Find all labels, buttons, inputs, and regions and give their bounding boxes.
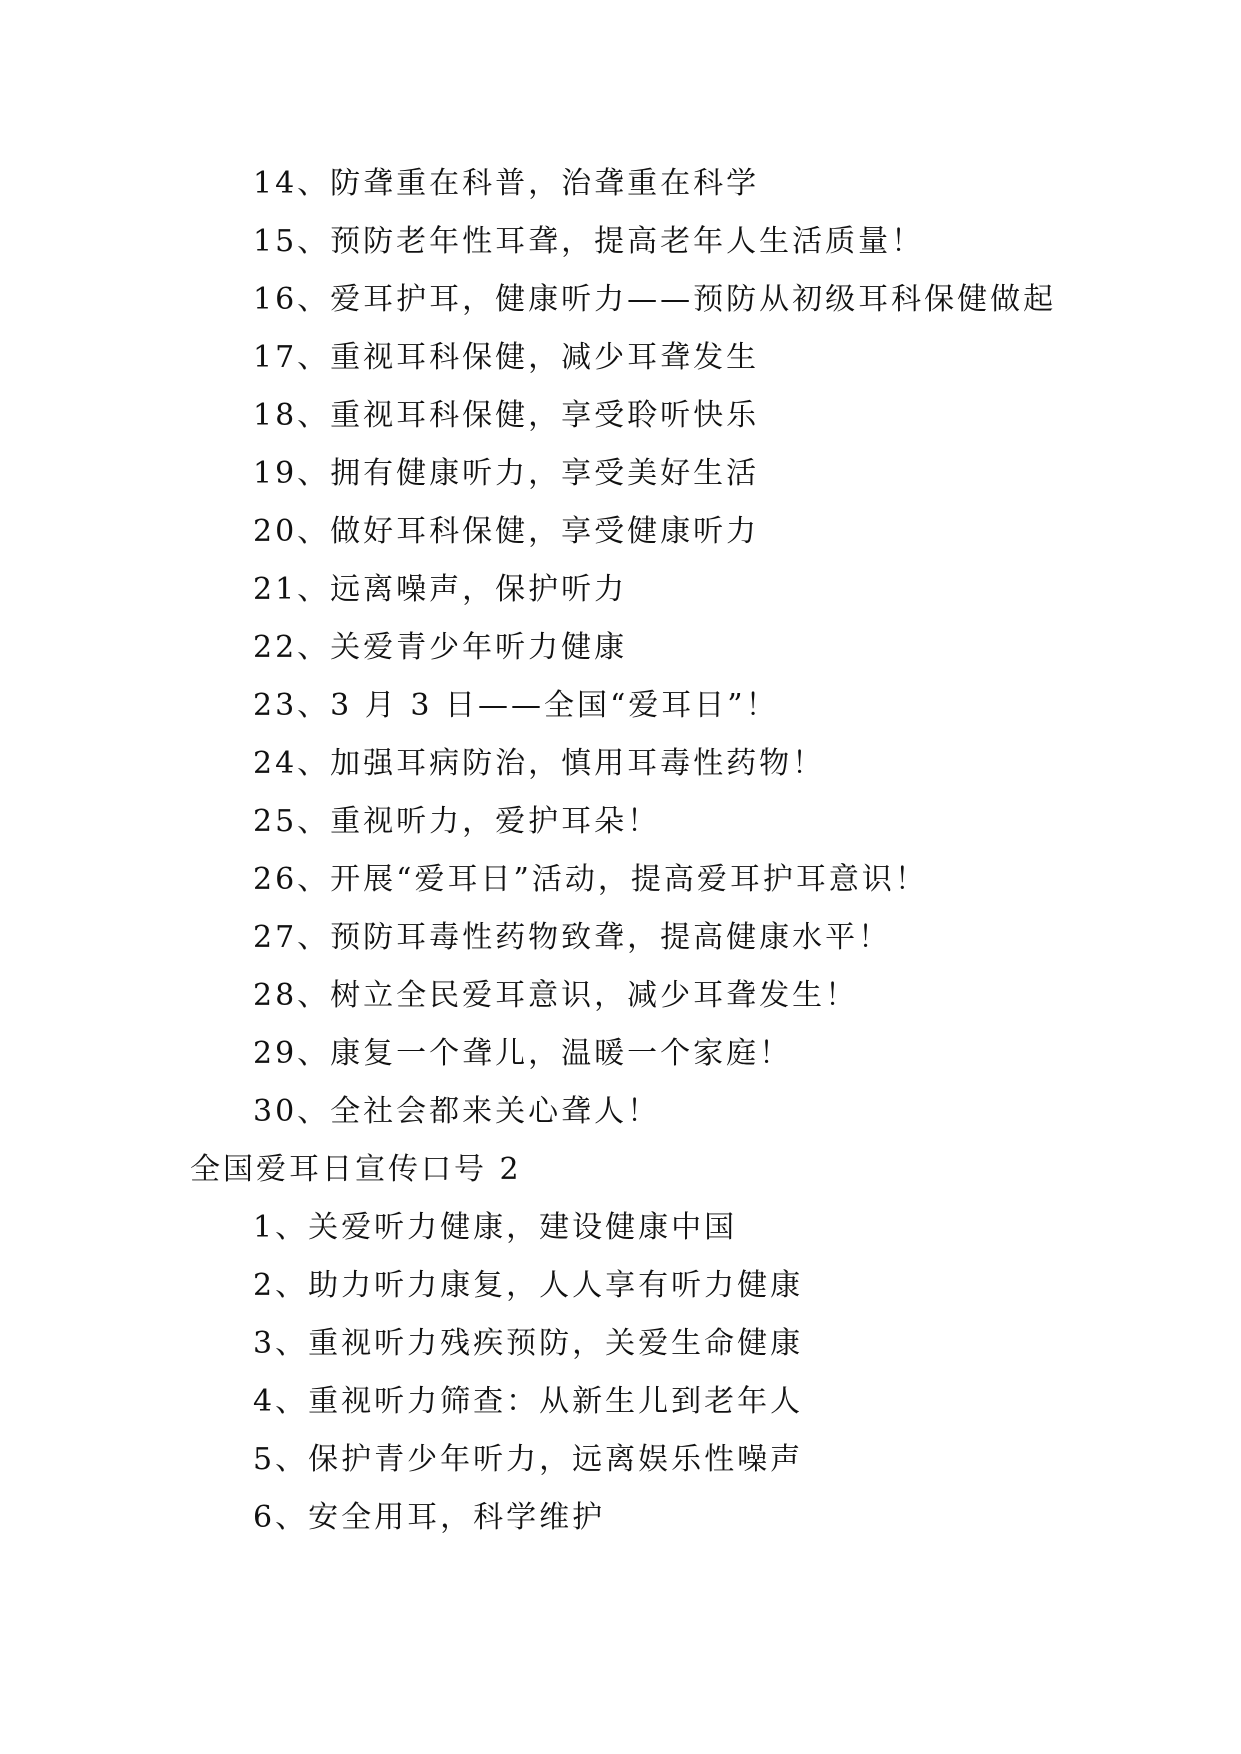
list-item: 26、开展“爱耳日”活动，提高爱耳护耳意识！	[253, 862, 928, 897]
list-item: 24、加强耳病防治，慎用耳毒性药物！	[253, 746, 826, 781]
list-item: 2、助力听力康复，人人享有听力健康	[253, 1268, 804, 1303]
list-item: 14、防聋重在科普，治聋重在科学	[253, 166, 760, 201]
list-item: 19、拥有健康听力，享受美好生活	[253, 456, 760, 491]
list-item: 21、远离噪声，保护听力	[253, 572, 628, 607]
list-item: 18、重视耳科保健，享受聆听快乐	[253, 398, 760, 433]
list-item: 6、安全用耳，科学维护	[253, 1500, 606, 1535]
slogan-list	[0, 155, 1241, 1547]
list-item: 25、重视听力，爱护耳朵！	[253, 804, 661, 839]
list-item: 1、关爱听力健康，建设健康中国	[253, 1210, 738, 1245]
list-item: 28、树立全民爱耳意识，减少耳聋发生！	[253, 978, 859, 1013]
list-item: 17、重视耳科保健，减少耳聋发生	[253, 340, 760, 375]
section-heading: 全国爱耳日宣传口号 2	[190, 1152, 522, 1187]
list-item: 5、保护青少年听力，远离娱乐性噪声	[253, 1442, 804, 1477]
list-item: 29、康复一个聋儿，温暖一个家庭！	[253, 1036, 793, 1071]
list-item: 20、做好耳科保健，享受健康听力	[253, 514, 760, 549]
list-item: 30、全社会都来关心聋人！	[253, 1094, 661, 1129]
list-item: 23、3 月 3 日——全国“爱耳日”！	[253, 688, 779, 723]
list-item: 4、重视听力筛查：从新生儿到老年人	[253, 1384, 804, 1419]
list-item: 15、预防老年性耳聋，提高老年人生活质量！	[253, 224, 925, 259]
list-item: 22、关爱青少年听力健康	[253, 630, 628, 665]
list-item: 16、爱耳护耳，健康听力——预防从初级耳科保健做起	[253, 282, 1057, 317]
list-item: 27、预防耳毒性药物致聋，提高健康水平！	[253, 920, 892, 955]
list-item: 3、重视听力残疾预防，关爱生命健康	[253, 1326, 804, 1361]
